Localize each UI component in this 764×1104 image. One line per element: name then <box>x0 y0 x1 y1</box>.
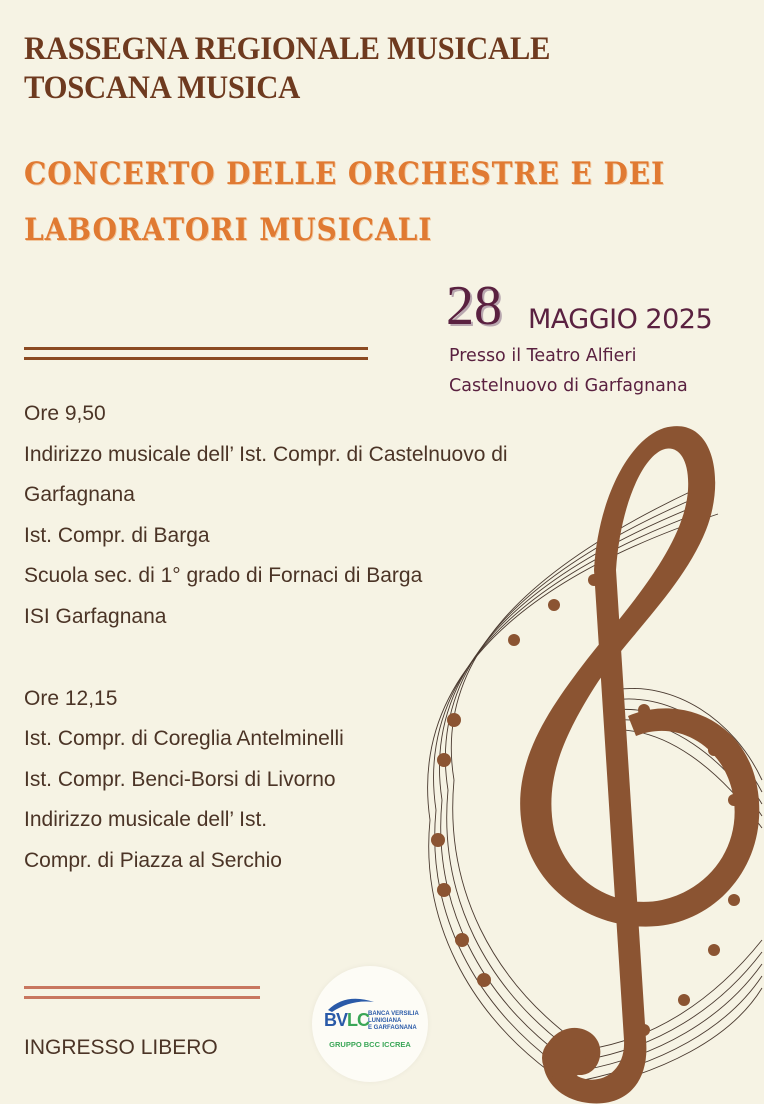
divider-bottom <box>24 986 260 989</box>
bank-line-2: LUNIGIANA <box>368 1018 402 1024</box>
bank-line-3: E GARFAGNANA <box>368 1025 417 1031</box>
sponsor-logo <box>312 966 428 1082</box>
session-1-line: Indirizzo musicale dell’ Ist. Compr. di Castelnuovo di <box>24 442 508 466</box>
session-2-time: Ore 12,15 <box>24 686 118 710</box>
sponsor-group: GRUPPO BCC ICCREA <box>329 1040 411 1049</box>
divider-top <box>24 347 368 350</box>
title-line-1: RASSEGNA REGIONALE MUSICALE <box>24 31 551 67</box>
sponsor-mark-right: LC <box>347 1010 370 1030</box>
session-2-line: Ist. Compr. Benci-Borsi di Livorno <box>24 767 336 791</box>
program <box>24 394 664 882</box>
venue-line-2: Castelnuovo di Garfagnana <box>449 376 688 396</box>
subtitle-line-1: CONCERTO DELLE ORCHESTRE E DEI <box>24 156 666 192</box>
event-venue <box>449 341 759 401</box>
session-1-line: ISI Garfagnana <box>24 604 167 628</box>
sponsor-mark <box>324 1010 369 1031</box>
session-1-line: Scuola sec. di 1° grado di Fornaci di Barga <box>24 564 423 588</box>
event-day: 28 <box>446 275 502 337</box>
sponsor-mark-left: BV <box>324 1010 348 1030</box>
session-2-line: Indirizzo musicale dell’ Ist. <box>24 808 268 832</box>
page-title <box>24 30 694 108</box>
session-1-time: Ore 9,50 <box>24 402 106 425</box>
session-2-line: Compr. di Piazza al Serchio <box>24 848 282 872</box>
session-2-line: Ist. Compr. di Coreglia Antelminelli <box>24 727 344 751</box>
sponsor-bank-name <box>368 1011 426 1032</box>
title-line-2: TOSCANA MUSICA <box>24 70 301 106</box>
event-month-year: MAGGIO 2025 <box>528 304 713 335</box>
venue-line-1: Presso il Teatro Alfieri <box>449 346 637 366</box>
page-subtitle <box>24 146 676 258</box>
session-1-line: Ist. Compr. di Barga <box>24 523 210 547</box>
session-1-line: Garfagnana <box>24 483 135 507</box>
divider-top-second <box>24 357 368 360</box>
divider-bottom-second <box>24 996 260 999</box>
entry-notice: INGRESSO LIBERO <box>24 1036 218 1059</box>
bank-line-1: BANCA VERSILIA <box>368 1011 419 1017</box>
subtitle-line-2: LABORATORI MUSICALI <box>24 212 433 248</box>
